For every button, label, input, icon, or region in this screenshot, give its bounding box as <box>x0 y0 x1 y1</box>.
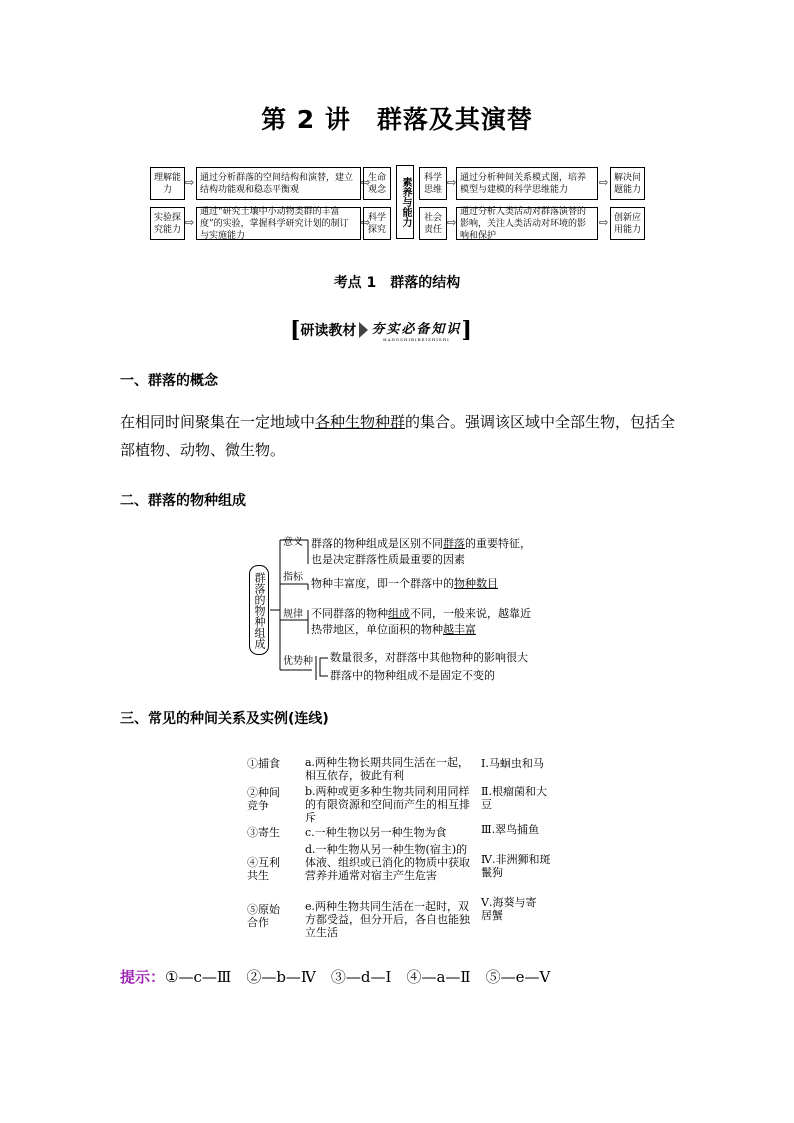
section-subheading: 考点 1 群落的结构 <box>333 275 461 291</box>
example-item: Ⅰ.马蛔虫和马 <box>481 757 544 770</box>
hint-label: 提示： <box>120 968 166 986</box>
banner-right-label: 夯实必备知识 <box>371 322 462 337</box>
branch-text-part: 热带地区，单位面积的物种 <box>311 623 443 636</box>
arrow-icon: ⇨ <box>599 176 609 189</box>
relation-description: a.两种生物长期共同生活在一起，相互依存，彼此有利 <box>305 756 470 782</box>
center-literacy-box: 素养与能力 <box>396 165 414 239</box>
objective-label: 实验探究能力 <box>150 207 185 240</box>
relation-description: e.两种生物共同生活在一起时，双方都受益，但分开后，各自也能独立生活 <box>305 900 470 939</box>
relation-description: b.两种或更多种生物共同利用同样的有限资源和空间而产生的相互排斥 <box>305 785 470 824</box>
objective-text: 通过分析种间关系模式图，培养模型与建模的科学思维能力 <box>456 167 598 200</box>
arrow-icon: ⇨ <box>447 216 457 229</box>
bracket-left-icon: [ <box>290 317 301 343</box>
sub-bracket <box>316 648 330 684</box>
relation-description: d.一种生物从另一种生物(宿主)的体液、组织或已消化的物质中获取营养并通常对宿主产生危害 <box>305 843 470 882</box>
objective-label: 创新应用能力 <box>610 207 645 240</box>
underlined-keyword: 越丰富 <box>443 623 476 636</box>
underlined-keyword: 各种生物种群 <box>315 413 406 431</box>
example-item: Ⅱ.根瘤菌和大豆 <box>481 785 547 811</box>
branch-text-part: 物种丰富度，即一个群落中的 <box>311 577 454 590</box>
paragraph-text: 的集合。强调该区域中全部生物，包括全部植物、动物、微生物。 <box>120 413 676 459</box>
concept-paragraph <box>120 408 680 464</box>
relation-item: ③寄生 <box>247 826 280 839</box>
underlined-keyword: 组成 <box>388 607 410 620</box>
tree-root: 群落的物种组成 <box>249 565 269 655</box>
example-item: Ⅲ.翠鸟捕鱼 <box>481 823 540 836</box>
triangle-icon <box>359 322 368 338</box>
paragraph-text: 在相同时间聚集在一定地域中 <box>120 413 316 431</box>
relation-item: ④互利共生 <box>247 856 280 882</box>
branch-text <box>311 622 476 638</box>
banner-pinyin: HANGSHIBIBEIZHISHI <box>383 337 450 342</box>
section-heading: 二、群落的物种组成 <box>120 493 246 509</box>
objective-text: 通过分析人类活动对群落演替的影响，关注人类活动对环境的影响和保护 <box>456 207 598 240</box>
branch-text: 群落中的物种组成不是固定不变的 <box>330 669 495 682</box>
relation-item: ②种间竞争 <box>247 786 280 812</box>
branch-text: 也是决定群落性质最重要的因素 <box>311 553 465 566</box>
branch-label: 指标 <box>283 572 303 583</box>
branch-text-part: 不同，一般来说，越靠近 <box>410 607 531 620</box>
branch-text <box>311 606 531 622</box>
example-item: Ⅴ.海葵与寄居蟹 <box>481 896 537 922</box>
arrow-icon: ⇨ <box>361 216 371 229</box>
bracket-right-icon: ] <box>461 317 472 343</box>
arrow-icon: ⇨ <box>599 216 609 229</box>
banner-left-label: 研读教材 <box>300 323 357 339</box>
literacy-tag: 科学思维 <box>419 167 447 200</box>
objective-text: 通过“研究土壤中小动物类群的丰富度”的实验，掌握科学研究计划的制订与实施能力 <box>196 207 361 240</box>
answer-hint <box>120 966 550 987</box>
branch-label: 优势种 <box>283 656 313 667</box>
relation-item: ①捕食 <box>247 757 280 770</box>
branch-text-part: 不同群落的物种 <box>311 607 388 620</box>
study-banner <box>290 318 510 342</box>
section-heading: 一、群落的概念 <box>120 373 218 389</box>
arrow-icon: ⇨ <box>361 176 371 189</box>
arrow-icon: ⇨ <box>185 176 195 189</box>
underlined-keyword: 群落 <box>443 537 465 550</box>
branch-text-part: 的重要特征， <box>465 537 531 550</box>
page-title: 第 2 讲 群落及其演替 <box>261 105 533 134</box>
branch-text-part: 群落的物种组成是区别不同 <box>311 537 443 550</box>
branch-text <box>311 576 498 592</box>
literacy-tag: 社会责任 <box>419 207 447 240</box>
objective-text: 通过分析群落的空间结构和演替，建立结构功能观和稳态平衡观 <box>196 167 361 200</box>
branch-text: 数量很多，对群落中其他物种的影响很大 <box>330 651 528 664</box>
objective-label: 理解能力 <box>150 167 185 200</box>
section-heading: 三、常见的种间关系及实例(连线) <box>120 711 329 727</box>
literacy-tag: 科学探究 <box>363 207 391 240</box>
example-item: Ⅳ.非洲狮和斑鬣狗 <box>481 853 551 879</box>
objective-label: 解决问题能力 <box>610 167 645 200</box>
relation-item: ⑤原始合作 <box>247 903 280 929</box>
branch-label: 意义 <box>283 537 303 548</box>
relation-description: c.一种生物以另一种生物为食 <box>305 826 447 839</box>
arrow-icon: ⇨ <box>185 216 195 229</box>
underlined-keyword: 物种数目 <box>454 577 498 590</box>
arrow-icon: ⇨ <box>447 176 457 189</box>
branch-text <box>311 536 531 552</box>
branch-label: 规律 <box>283 609 303 620</box>
hint-answers: ①—c—Ⅲ ②—b—Ⅳ ③—d—Ⅰ ④—a—Ⅱ ⑤—e—Ⅴ <box>165 968 551 986</box>
literacy-tag: 生命观念 <box>363 167 391 200</box>
